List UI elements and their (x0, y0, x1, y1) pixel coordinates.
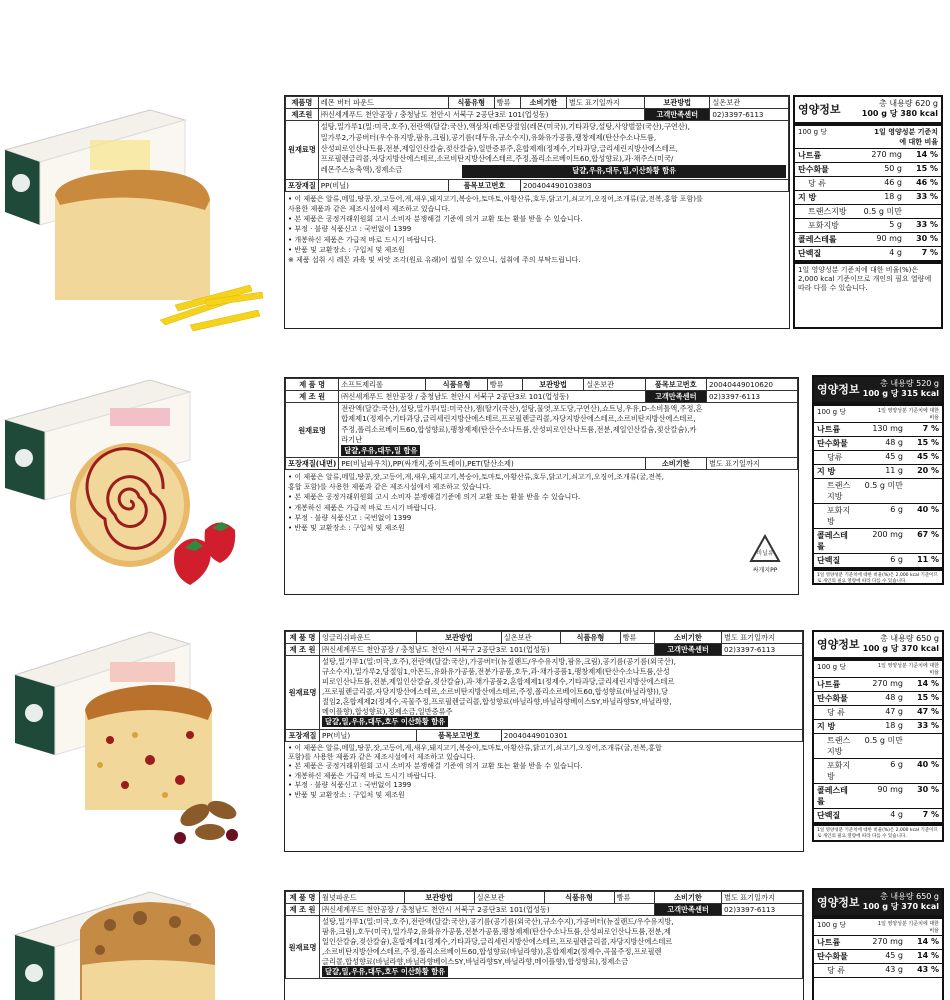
ingredient-line: 팜유,크림),호두(미국),밀가루2,유화유가공품,전분가공품,팽창제제(탄산수소나트륨,산성피로인산나트륨,전분,제 (322, 927, 671, 937)
notice-line: • 반품 및 교환장소 : 구입처 및 제조원 (288, 245, 405, 254)
ingredient-line: ,소르비탄지방산에스테르,주정,폴리소르베이트60,합성향료(바닐라향)),혼합제제2(정제수,곡물주정,프로필렌 (322, 947, 662, 957)
nutrient-percent (903, 735, 939, 757)
ingredient-line: 규소수지),밀가루2,당절임1,아몬드,유화유가공품,전분가공품,호두,과·채가공품1,팽창제제(탄산수소나트륨,산성 (322, 667, 670, 677)
nutrient-row (814, 964, 942, 978)
nutrition-title: 영양정보 (817, 896, 860, 910)
nutrient-amount: 46 g (884, 177, 902, 187)
ingredient-line: 레몬주스농축액),정제소금 (320, 165, 403, 175)
notice-line: • 개봉하신 제품은 가급적 바로 드시기 바랍니다. (288, 235, 437, 244)
product-info-table (284, 890, 804, 1000)
total-amount: 총 내용량 520 g (880, 379, 939, 388)
nutrient-percent: 33 % (917, 720, 939, 730)
nutrient-row (814, 479, 942, 504)
ingredient-line: 라기난 (341, 435, 363, 445)
nutrient-percent: 7 % (922, 809, 939, 819)
notice-list (285, 742, 803, 803)
basis-ratio-label: 1일 영양성분 기준치에 대한 비율 (874, 127, 938, 146)
packaging: PP(비닐) (320, 729, 417, 741)
notice-line: • 이 제품은 알류,메밀,땅콩,잣,고등어,게,새우,돼지고기,복숭아,토마토,아황산류,호두,닭고기,쇠고기,오징어,조개류(굴,전복,홍합 포함)를 (288, 194, 703, 203)
nutrient-amount: 6 g (890, 554, 903, 564)
nutrient-percent: 14 % (917, 936, 939, 946)
product-section-walnut (0, 870, 950, 1000)
storage: 실온보관 (710, 97, 789, 109)
ingredient-line: 합제제1(정제수,기타과당,글리세린지방산에스테르,프로필렌글리콜,자당지방산에스테르,소르비탄지방산에스테르, (341, 414, 696, 424)
cell-label: 제 품 명 (286, 892, 320, 904)
nutrient-name: 나트륨 (817, 937, 841, 947)
nutrition-panel (793, 95, 943, 329)
nutrient-percent: 33 % (916, 219, 938, 229)
nutrient-amount: 18 g (884, 191, 902, 201)
nutrient-amount: 45 g (885, 950, 903, 960)
notice-line: • 본 제품은 공정거래위원회 고시 소비자 분쟁해결 기준에 의거 교환 또는 환불 받을 수 있습니다. (288, 215, 583, 224)
nutrient-name: 지 방 (798, 192, 817, 202)
cell-label: 소비기한 (645, 458, 706, 470)
ingredient-line: 피로인산나트륨,전분,제일인산칼슘,젖산칼슘),과·채가공품2,혼합제제1(정제수,기타과당,글리세린지방산에스테르 (322, 677, 675, 687)
ingredients (318, 121, 788, 180)
nutrient-amount: 45 g (885, 451, 903, 461)
cell-label: 소비기한 (654, 892, 721, 904)
manufacturer: ㈜신세계푸드 천안공장 / 충청남도 천안시 서북구 2공단3로 101(업성동) (320, 644, 655, 656)
basis-label: 100 g 당 (817, 662, 847, 671)
allergen-info: 달걀,우유,대두,밀,이산화황 함유 (462, 165, 786, 178)
packaging: PE(비닐파우치),PP(싸개지,종이트레이),PET(탈산소제) (339, 458, 645, 470)
nutrient-amount: 0.5 g 미만 (864, 480, 903, 490)
nutrient-amount: 47 g (885, 706, 903, 716)
food-type: 빵류 (494, 97, 520, 109)
product-info-table (284, 95, 790, 329)
basis-ratio-label: 1일 영양성분 기준치에 대한 비율 (877, 920, 939, 934)
notice-line: ※ 제품 섭취 시 레몬 과육 및 씨앗 조각(원료 유래)이 씹힐 수 있으니, 섭취에 주의 부탁드립니다. (288, 255, 581, 264)
nutrient-name: 트랜스지방 (827, 735, 851, 756)
recycle-label: 싸개지PP (752, 566, 778, 574)
nutrient-amount: 18 g (885, 720, 903, 730)
nutrient-row (814, 437, 942, 451)
notice-line: • 개봉하신 제품은 가급적 바로 드시기 바랍니다. (288, 771, 437, 780)
cell-label: 보관방법 (645, 97, 710, 109)
nutrition-panel (812, 375, 944, 585)
nutrient-row (795, 177, 941, 191)
cell-label: 제조원 (286, 109, 319, 121)
nutrient-amount: 6 g (890, 759, 903, 769)
walnut-pound-cake-image (0, 870, 280, 1000)
cell-label: 보관방법 (417, 632, 502, 644)
basis-label: 100 g 당 (817, 920, 847, 929)
nutrient-percent: 11 % (917, 554, 939, 564)
calories: 100 g 당 315 kcal (862, 389, 939, 399)
nutrient-percent: 33 % (916, 191, 938, 201)
ingredients (320, 916, 803, 979)
nutrition-footnote: 1일 영양성분 기준치에 대한 비율(%)은 2,000 kcal 기준이므로 개인의 필요 열량에 따라 다를 수 있습니다. (795, 261, 941, 295)
ingredient-line: 전란액(달걀:국산),설탕,밀가루(밀:미국산),잼(딸기(국산),설탕,물엿,포도당,구연산),쇼트닝,우유,D-소비톨액,주정,혼 (341, 404, 703, 413)
cell-label: 포장재질 (286, 729, 320, 741)
nutrient-amount: 0.5 g 미만 (863, 206, 902, 216)
nutrient-row (814, 720, 942, 734)
storage: 실온보관 (474, 892, 544, 904)
ingredients (320, 656, 803, 730)
cell-label: 원재료명 (286, 121, 319, 180)
nutrition-footnote: 1일 영양성분 기준치에 대한 비율(%)은 2,000 kcal 기준이므로 개인의 필요 열량에 따라 다를 수 있습니다. (814, 568, 942, 587)
calories: 100 g 당 370 kcal (862, 644, 939, 654)
nutrient-name: 탄수화물 (817, 693, 848, 703)
product-name: 잉글리쉬파운드 (320, 632, 417, 644)
ingredients (339, 403, 798, 458)
nutrient-name: 당 류 (827, 707, 845, 717)
nutrient-name: 당 류 (827, 965, 845, 975)
packaging: PP(비닐) (318, 179, 448, 191)
nutrition-panel (812, 888, 944, 1000)
notice-line: • 이 제품은 알류,메밀,땅콩,잣,고등어,게,새우,돼지고기,복숭아,토마토,아황산류,닭고기,쇠고기,오징어,조개류(굴,전복,홍합 (288, 743, 662, 752)
nutrient-percent: 14 % (917, 950, 939, 960)
ingredient-line: 절임2,혼합제제2(정제수,곡물주정,프로필렌글리콜,합성향료(바닐라향,바닐라향베이스SY,바닐라향SY,바닐라향, (322, 697, 672, 707)
notice-line: • 이 제품은 알류,메밀,땅콩,잣,고등어,게,새우,돼지고기,복숭아,토마토,아황산류,호두,닭고기,쇠고기,오징어,조개류(굴,전복, (288, 473, 664, 482)
nutrient-name: 나트륨 (798, 150, 822, 160)
product-section-english (0, 610, 950, 860)
cell-label: 품목보고번호 (645, 379, 706, 391)
nutrient-amount: 270 mg (872, 678, 903, 688)
expiry: 별도 표기일까지 (722, 892, 803, 904)
cell-label: 제 조 원 (286, 904, 320, 916)
allergen-info: 달걀,밀,우유,대두,호두 이산화황 함유 (322, 966, 448, 977)
cell-label: 원재료명 (286, 403, 339, 458)
ingredient-line: 일인산칼슘,젖산칼슘),혼합제제1(정제수,기타과당,글리세린지방산에스테르,프로필렌글리콜,자당지방산에스테르 (322, 937, 673, 947)
nutrient-name: 단백질 (798, 248, 822, 258)
nutrient-amount: 5 g (889, 219, 902, 229)
cell-label: 고객만족센터 (654, 904, 721, 916)
notice-line: • 부정 · 불량 식품신고 : 국번없이 1399 (288, 225, 412, 234)
nutrient-amount: 270 mg (871, 149, 902, 159)
food-type: 빵류 (614, 892, 654, 904)
ingredient-line: 설탕,밀가루1(밀:미국,호주),전란액(달걀:국산),가공버터(뉴질랜드/우수유지방,팜유,크림),공기름(공기름(외국산), (322, 657, 676, 666)
product-info-table (284, 630, 804, 852)
nutrient-row (795, 149, 941, 163)
nutrient-row (814, 423, 942, 437)
cell-label: 품목보고번호 (417, 729, 502, 741)
calories: 100 g 당 370 kcal (862, 902, 939, 912)
nutrient-name: 지 방 (817, 721, 836, 731)
total-amount: 총 내용량 650 g (880, 634, 939, 643)
expiry: 별도 표기일까지 (722, 632, 803, 644)
cell-label: 포장재질 (286, 179, 319, 191)
notice-list (285, 192, 789, 267)
cell-label: 제품명 (286, 97, 319, 109)
manufacturer: ㈜신세계푸드 천안공장 / 충청남도 천안시 서북구 2공단3로 101(업성동) (318, 109, 644, 121)
expiry: 별도 표기일까지 (706, 458, 797, 470)
basis-label: 100 g 당 (817, 407, 847, 416)
basis-ratio-label: 1일 영양성분 기준치에 대한 비율 (877, 407, 939, 421)
report-number: 200404490103803 (521, 179, 789, 191)
nutrient-amount: 90 mg (877, 784, 903, 794)
notice-line: 사용한 제품과 같은 제조시설에서 제조하고 있습니다. (288, 205, 451, 214)
cell-label: 고객만족센터 (645, 391, 706, 403)
nutrient-name: 트랜스지방 (827, 480, 851, 501)
product-name: 레몬 버터 파운드 (318, 97, 448, 109)
jelly-roll-cake-image (0, 350, 280, 600)
storage: 실온보관 (501, 632, 560, 644)
recycle-icon-text: 비닐류 (756, 550, 774, 557)
nutrient-row (795, 219, 941, 233)
notice-line: • 부정 · 불량 식품신고 : 국번없이 1399 (288, 781, 412, 790)
notice-list (285, 470, 798, 535)
nutrient-amount: 130 mg (872, 423, 903, 433)
nutrient-name: 포화지방 (808, 220, 839, 230)
cell-label: 식품유형 (544, 892, 614, 904)
nutrient-percent: 67 % (917, 529, 939, 539)
nutrient-amount: 90 mg (876, 233, 902, 243)
cell-label: 식품유형 (561, 632, 620, 644)
nutrient-percent: 20 % (917, 465, 939, 475)
nutrient-row (814, 678, 942, 692)
nutrient-name: 탄수화물 (817, 951, 848, 961)
ingredient-line: 설탕,밀가루1(밀:미국,호주),전란액(달걀:국산),공기름(공기름(외국산),규소수지),가공버터(뉴질랜드/우수유지방, (322, 917, 674, 926)
product-name: 월넛파운드 (320, 892, 405, 904)
report-number: 20040449010301 (501, 729, 802, 741)
cell-label: 제 조 원 (286, 644, 320, 656)
cell-label: 소비기한 (654, 632, 721, 644)
report-number: 20040449010620 (706, 379, 797, 391)
nutrient-percent: 15 % (917, 437, 939, 447)
cs-phone: 02)3397-6113 (722, 904, 803, 916)
nutrient-row (814, 451, 942, 465)
nutrient-row (814, 706, 942, 720)
product-name: 소프트제리롤 (339, 379, 426, 391)
storage: 실온보관 (584, 379, 645, 391)
cs-phone: 02)3397-6113 (722, 644, 803, 656)
nutrient-name: 탄수화물 (798, 164, 829, 174)
nutrient-name: 포화지방 (827, 505, 851, 526)
nutrient-row (814, 529, 942, 554)
cs-phone: 02)3397-6113 (706, 391, 797, 403)
nutrient-amount: 50 g (884, 163, 902, 173)
basis-ratio-label: 1일 영양성분 기준치에 대한 비율 (877, 662, 939, 676)
cell-label: 식품유형 (426, 379, 487, 391)
nutrient-name: 콜레스테롤 (817, 785, 848, 806)
nutrient-row (795, 163, 941, 177)
nutrient-row (814, 809, 942, 823)
nutrient-row (814, 734, 942, 759)
nutrient-percent: 14 % (917, 678, 939, 688)
cell-label: 고객만족센터 (645, 109, 710, 121)
ingredient-line: 설탕,밀가루1(밀:미국,호주),전란액(달걀:국산),액상차(레몬당절임(레몬(미국)),기타과당,설탕,사양벌꿀(국산),구연산), (320, 122, 690, 131)
nutrition-title: 영양정보 (817, 638, 860, 652)
nutrient-row (814, 554, 942, 568)
nutrient-row (814, 692, 942, 706)
nutrition-title: 영양정보 (817, 383, 860, 397)
recycle-icon (748, 534, 782, 564)
nutrient-amount: 11 g (885, 465, 903, 475)
nutrient-percent: 30 % (917, 784, 939, 794)
cell-label: 소비기한 (521, 97, 567, 109)
product-section-roll (0, 350, 950, 600)
english-pound-cake-image (0, 610, 280, 860)
nutrition-rows (814, 936, 942, 978)
nutrient-name: 당류 (827, 452, 843, 462)
product-info-table (284, 377, 799, 595)
notice-line: 포함)를 사용한 제품과 같은 제조시설에서 제조하고 있습니다. (288, 752, 476, 761)
cell-label: 제 품 명 (286, 379, 339, 391)
nutrient-amount: 43 g (885, 964, 903, 974)
nutrient-row (814, 465, 942, 479)
cell-label: 품목보고번호 (448, 179, 520, 191)
nutrient-percent (903, 480, 939, 502)
cs-phone: 02)3397-6113 (710, 109, 789, 121)
nutrient-percent: 40 % (917, 759, 939, 769)
food-type: 빵류 (487, 379, 522, 391)
nutrient-row (814, 784, 942, 809)
notice-line: • 개봉하신 제품은 가급적 바로 드시기 바랍니다. (288, 503, 437, 512)
nutrient-name: 당 류 (808, 178, 826, 188)
nutrient-percent (902, 206, 938, 217)
nutrient-row (795, 205, 941, 219)
cell-label: 제 품 명 (286, 632, 320, 644)
lemon-pound-cake-image (0, 0, 280, 340)
expiry: 별도 표기일까지 (566, 97, 644, 109)
nutrient-row (795, 191, 941, 205)
ingredient-line: 프로필렌글리콜,자당지방산에스테르,소르비탄지방산에스테르,주정,폴리소르베이트60,합성향료),과·채주스(미국/ (320, 154, 674, 164)
nutrient-amount: 0.5 g 미만 (864, 735, 903, 745)
nutrient-percent: 43 % (917, 964, 939, 974)
nutrient-percent: 14 % (916, 149, 938, 159)
nutrient-row (814, 504, 942, 529)
nutrient-percent: 7 % (922, 423, 939, 433)
cell-label: 원재료명 (286, 656, 320, 730)
nutrient-name: 단백질 (817, 810, 841, 820)
cell-label: 고객만족센터 (654, 644, 721, 656)
cell-label: 제 조 원 (286, 391, 339, 403)
recycle-mark (740, 534, 790, 574)
nutrient-percent: 30 % (916, 233, 938, 243)
nutrient-name: 포화지방 (827, 760, 851, 781)
nutrient-amount: 48 g (885, 692, 903, 702)
total-amount: 총 내용량 650 g (880, 892, 939, 901)
cell-label: 포장재질(내면) (286, 458, 339, 470)
notice-line: 홍합 포함)를 사용한 제품과 같은 제조시설에서 제조하고 있습니다. (288, 483, 492, 492)
nutrient-row (814, 936, 942, 950)
notice-line: • 반품 및 교환장소 : 구입처 및 제조원 (288, 523, 405, 532)
food-type: 빵류 (620, 632, 654, 644)
nutrient-name: 나트륨 (817, 424, 841, 434)
basis-label: 100 g 당 (798, 127, 828, 136)
nutrient-percent: 40 % (917, 504, 939, 514)
manufacturer: ㈜신세계푸드 천안공장 / 충청남도 천안시 서북구 2공단3로 101(업성동) (339, 391, 645, 403)
cell-label: 보관방법 (522, 379, 583, 391)
nutrient-name: 트랜스지방 (808, 206, 847, 216)
nutrient-percent: 7 % (921, 247, 938, 257)
ingredient-line: 글리콜,합성향료(바닐라향,바닐라향베이스SY,바닐라향SY,바닐라향,메이플향),합성향료),정제소금 (322, 957, 629, 967)
nutrient-name: 탄수화물 (817, 438, 848, 448)
ingredient-line: 산성피로인산나트륨,전분,제일인산칼슘,젖산칼슘),일반증류주,혼합제제(정제수,기타과당,글리세린지방산에스테르, (320, 143, 678, 153)
nutrient-amount: 48 g (885, 437, 903, 447)
nutrient-row (814, 759, 942, 784)
nutrient-amount: 4 g (890, 809, 903, 819)
ingredient-line: 주정,폴리소르베이트60,합성향료),팽창제제(탄산수소나트륨,산성피로인산나트륨,전분,제일인산칼슘,젖산칼슘),카 (341, 424, 697, 434)
ingredient-line: 밀가루2,가공버터(우수유지방,팜유,크림),공기름(대두유,규소수지),유화유가공품,팽창제제(탄산수소나트륨, (320, 132, 657, 142)
nutrient-row (795, 233, 941, 247)
nutrient-name: 단백질 (817, 555, 841, 565)
nutrition-rows (814, 423, 942, 568)
nutrient-name: 지 방 (817, 466, 836, 476)
nutrient-name: 콜레스테롤 (817, 530, 848, 551)
ingredient-line: ,프로필렌글리콜,자당지방산에스테르,소르비탄지방산에스테르,주정,폴리소르베이트60,합성향료(바닐라향)),당 (322, 687, 668, 697)
total-amount: 총 내용량 620 g (879, 99, 938, 108)
nutrition-rows (795, 149, 941, 261)
cell-label: 원재료명 (286, 916, 320, 979)
ingredient-line: 메이플향),합성향료),정제소금,일반증류주 (322, 707, 453, 717)
nutrition-title: 영양정보 (798, 103, 841, 117)
nutrition-footnote: 1일 영양성분 기준치에 대한 비율(%)은 2,000 kcal 기준이므로 개인의 필요 열량에 따라 다를 수 있습니다. (814, 823, 942, 842)
product-section-lemon (0, 0, 950, 340)
nutrient-percent: 15 % (917, 692, 939, 702)
nutrient-percent: 47 % (917, 706, 939, 716)
cell-label: 보관방법 (404, 892, 474, 904)
nutrient-amount: 270 mg (872, 936, 903, 946)
allergen-info: 달걀,밀,우유,대두,호두 이산화황 함유 (322, 716, 448, 727)
nutrient-amount: 4 g (889, 247, 902, 257)
notice-line: • 본 제품은 공정거래위원회 고시 소비자 분쟁해결기준에 의거 교환 또는 환불 받을 수 있습니다. (288, 493, 581, 502)
nutrient-name: 나트륨 (817, 679, 841, 689)
nutrition-panel (812, 630, 944, 842)
manufacturer: ㈜신세계푸드 천안공장 / 충청남도 천안시 서북구 2공단3로 101(업성동) (320, 904, 655, 916)
nutrient-row (795, 247, 941, 261)
nutrient-amount: 200 mg (872, 529, 903, 539)
nutrient-percent: 46 % (916, 177, 938, 187)
nutrient-percent: 45 % (917, 451, 939, 461)
nutrient-row (814, 950, 942, 964)
notice-line: • 반품 및 교환장소 : 구입처 및 제조원 (288, 790, 405, 799)
nutrition-rows (814, 678, 942, 823)
nutrient-amount: 6 g (890, 504, 903, 514)
allergen-info: 달걀,우유,대두,밀 함유 (341, 445, 420, 456)
cell-label: 식품유형 (448, 97, 494, 109)
nutrient-percent: 15 % (916, 163, 938, 173)
notice-line: • 부정 · 불량 식품신고 : 국번없이 1399 (288, 513, 412, 522)
notice-line: • 본 제품은 공정거래위원회 고시 소비자 분쟁해결 기준에 의거 교환 또는 환불 받을 수 있습니다. (288, 762, 583, 771)
calories: 100 g 당 380 kcal (861, 109, 938, 119)
nutrient-name: 콜레스테롤 (798, 234, 837, 244)
